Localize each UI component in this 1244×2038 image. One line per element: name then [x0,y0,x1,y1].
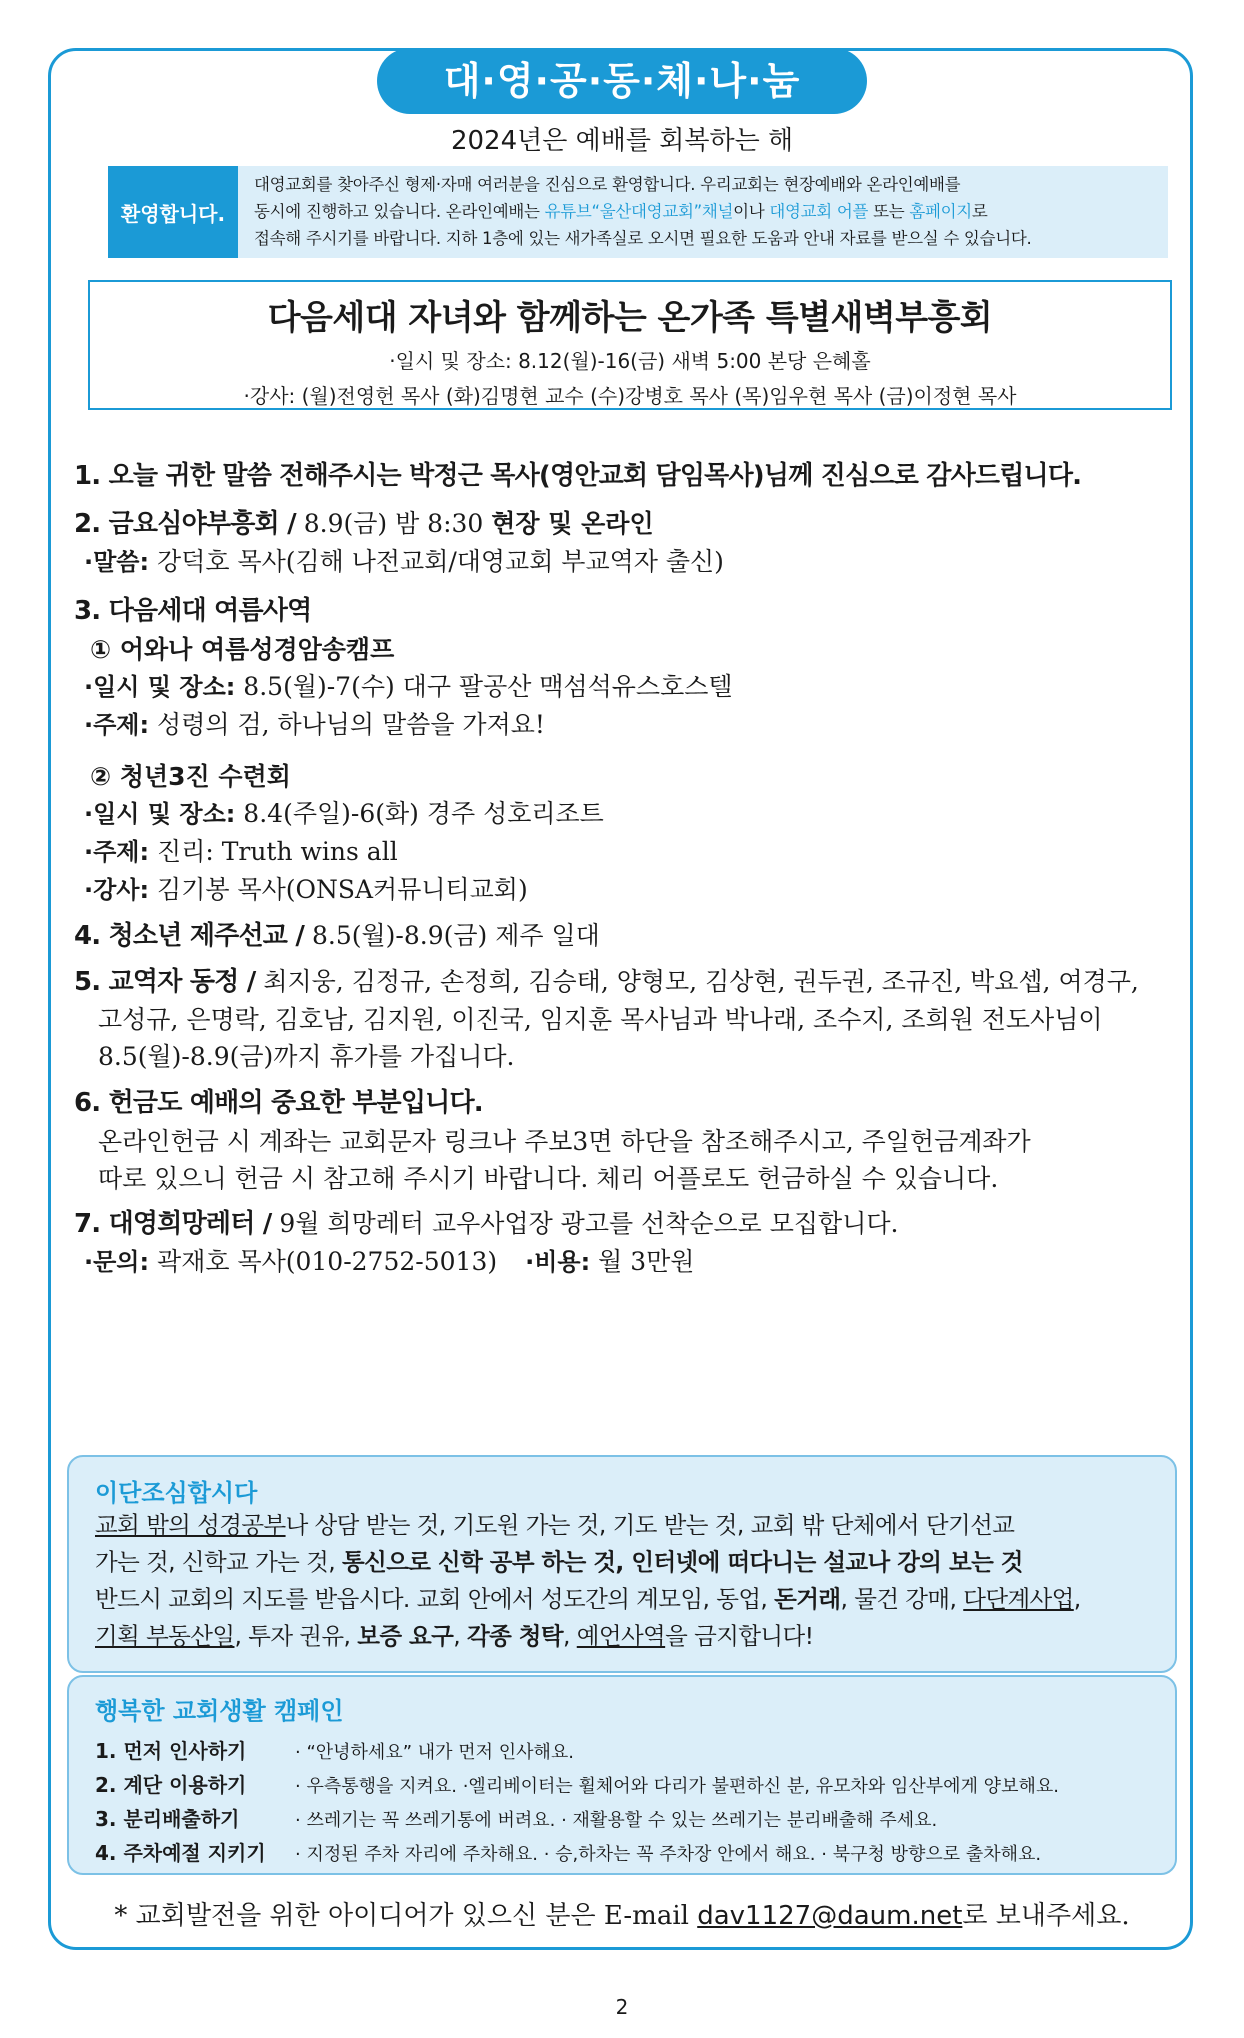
youtube-link[interactable]: 유튜브“울산대영교회”채널 [544,202,734,221]
heresy-warning-panel [67,1455,1177,1673]
welcome-line: 대영교회를 찾아주신 형제·자매 여러분을 진심으로 환영합니다. 우리교회는 현장예배와 온라인예배를 [254,175,961,194]
notice-5-line: 8.5(월)-8.9(금)까지 휴가를 가집니다. [98,1042,515,1071]
notice-6-line: 따로 있으니 헌금 시 참고해 주시기 바랍니다. 체리 어플로도 헌금하실 수 있습니다. [98,1164,999,1193]
notice-7-contact: ·문의: 곽재호 목사(010-2752-5013) ·비용: 월 3만원 [84,1247,695,1276]
campaign-row: 4. 주차예절 지키기 · 지정된 주차 자리에 주차해요. · 승,하차는 꼭 주차장 안에서 해요. · 북구청 방향으로 출차해요. [95,1841,1042,1865]
revival-schedule: ·일시 및 장소: 8.12(월)-16(금) 새벽 5:00 본당 은혜홀 [389,349,871,373]
heresy-warning-title: 이단조심합시다 [95,1479,258,1507]
welcome-tag: 환영합니다. [108,166,238,258]
campaign-row: 3. 분리배출하기 · 쓰레기는 꼭 쓰레기통에 버려요. · 재활용할 수 있는 쓰레기는 분리배출해 주세요. [95,1807,938,1831]
notice-3a-theme: ·주제: 성령의 검, 하나님의 말씀을 가져요! [84,710,545,739]
app-link[interactable]: 대영교회 어플 [769,202,869,221]
church-life-campaign-panel [67,1675,1177,1875]
notice-3b-theme: ·주제: 진리: Truth wins all [84,837,398,866]
welcome-text [254,171,1158,252]
notice-3b-title: ② 청년3진 수련회 [90,762,291,791]
notice-1: 1. 오늘 귀한 말씀 전해주시는 박정근 목사(영안교회 담임목사)님께 진심으로 감사드립니다. [74,461,1082,491]
homepage-link[interactable]: 홈페이지 [909,202,972,221]
notice-6: 6. 헌금도 예배의 중요한 부분입니다. [74,1088,483,1118]
notice-3b-place: ·일시 및 장소: 8.4(주일)-6(화) 경주 성호리조트 [84,799,604,828]
notice-5: 5. 교역자 동정 / 최지웅, 김정규, 손정희, 김승태, 양형모, 김상현, 권두권, 조규진, 박요셉, 여경구, [74,967,1139,997]
notice-3: 3. 다음세대 여름사역 [74,596,312,626]
campaign-row: 1. 먼저 인사하기 · “안녕하세요” 내가 먼저 인사해요. [95,1739,575,1763]
notice-3a-place: ·일시 및 장소: 8.5(월)-7(수) 대구 팔공산 맥섬석유스호스텔 [84,672,733,701]
notices-list [74,455,1174,1281]
notice-2-speaker: ·말씀: 강덕호 목사(김해 나전교회/대영교회 부교역자 출신) [84,547,724,576]
revival-speakers: ·강사: (월)전영헌 목사 (화)김명현 교수 (수)강병호 목사 (목)임우현 목사 (금)이정현 목사 [243,384,1017,408]
revival-title: 다음세대 자녀와 함께하는 온가족 특별새벽부흥회 [267,298,993,338]
email-link[interactable]: dav1127@daum.net [697,1901,963,1931]
heresy-warning-text: 교회 밖의 성경공부나 상담 받는 것, 기도원 가는 것, 기도 받는 것, 교회 밖 단체에서 단기선교 가는 것, 신학교 가는 것, 통신으로 신학 공부 하는 것, 인터넷에 떠다니는 설교나 강의 보는 것 반드시 교회의 지도를 받읍시다. 교회 안에서 성도간의 계모임, 동업, 돈거래, 물건 강매, 다단계사업, 기획 부동산일, 투자 권유, 보증 요구, 각종 청탁, 예언사역을 금지합니다! [95,1511,1081,1650]
notice-4: 4. 청소년 제주선교 / 8.5(월)-8.9(금) 제주 일대 [74,921,600,951]
page-number: 2 [615,1995,629,2019]
notice-3b-speaker: ·강사: 김기봉 목사(ONSA커뮤니티교회) [84,875,528,904]
campaign-title: 행복한 교회생활 캠페인 [95,1697,344,1725]
notice-6-line: 온라인헌금 시 계좌는 교회문자 링크나 주보3면 하단을 참조해주시고, 주일헌금계좌가 [98,1127,1031,1156]
notice-2: 2. 금요심야부흥회 / 8.9(금) 밤 8:30 현장 및 온라인 [74,509,654,539]
notice-5-line: 고성규, 은명락, 김호남, 김지원, 이진국, 임지훈 목사님과 박나래, 조수지, 조희원 전도사님이 [98,1005,1103,1034]
notice-3a-title: ① 어와나 여름성경암송캠프 [90,635,395,664]
welcome-line: 동시에 진행하고 있습니다. 온라인예배는 유튜브“울산대영교회”채널이나 대영교회 어플 또는 홈페이지로 [254,202,988,221]
year-theme: 2024년은 예배를 회복하는 해 [450,126,794,156]
welcome-line: 접속해 주시기를 바랍니다. 지하 1층에 있는 새가족실로 오시면 필요한 도움과 안내 자료를 받으실 수 있습니다. [254,229,1032,248]
idea-email-note: * 교회발전을 위한 아이디어가 있으신 분은 E-mail dav1127@daum.net로 보내주세요. [114,1901,1130,1931]
welcome-panel [108,166,1168,258]
campaign-row: 2. 계단 이용하기 · 우측통행을 지켜요. ·엘리베이터는 휠체어와 다리가 불편하신 분, 유모차와 임산부에게 양보해요. [95,1773,1059,1797]
page-title: 대·영·공·동·체·나·눔 [377,48,867,114]
revival-box [88,280,1172,410]
notice-7: 7. 대영희망레터 / 9월 희망레터 교우사업장 광고를 선착순으로 모집합니다. [74,1209,899,1239]
